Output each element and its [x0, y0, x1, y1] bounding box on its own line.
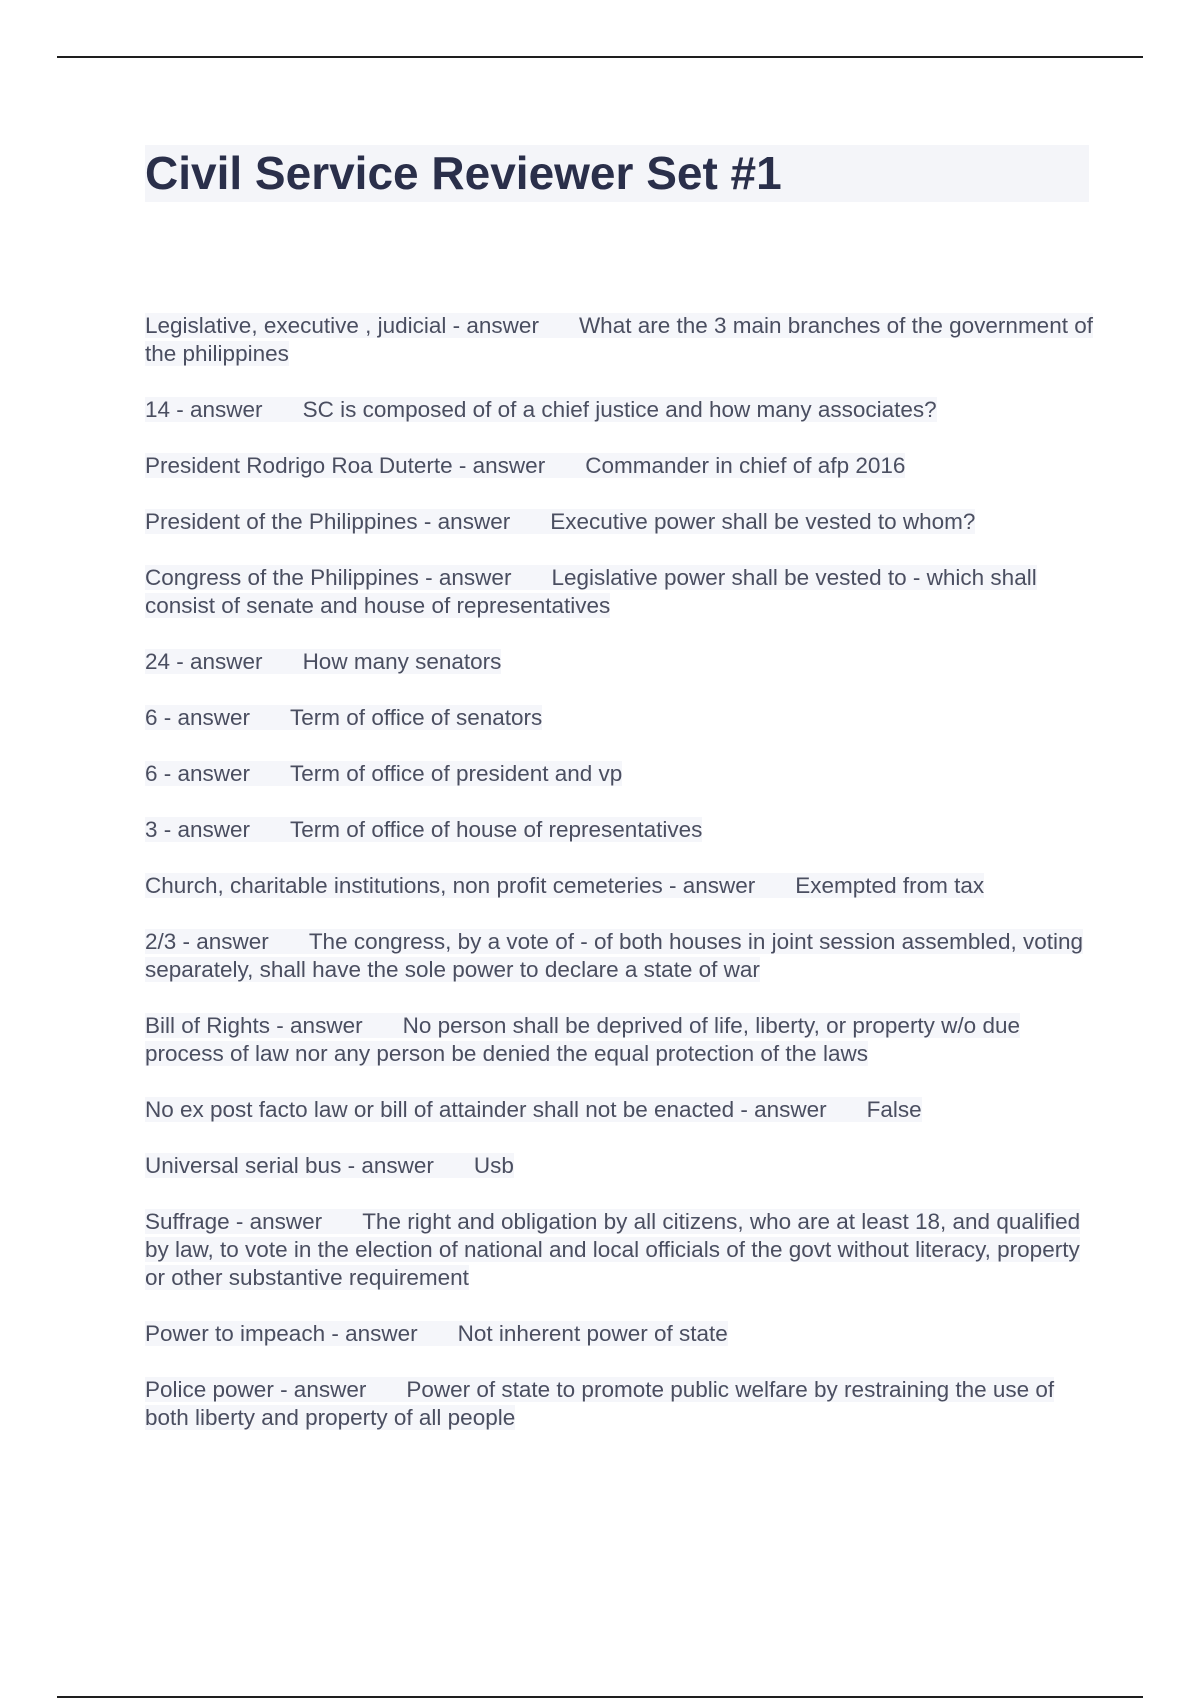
list-item	[145, 928, 1095, 984]
question-text: Term of office of senators	[290, 705, 543, 730]
question-text: Power of state to promote public welfare by restraining the use of both liberty and property of all people	[145, 1377, 1055, 1430]
question-text: Legislative power shall be vested to - which shall consist of senate and house of representatives	[145, 565, 1037, 618]
question-text: Term of office of president and vp	[290, 761, 623, 786]
answer-text: 2/3 - answer	[145, 929, 269, 954]
answer-text: Universal serial bus - answer	[145, 1153, 434, 1178]
answer-text: Legislative, executive , judicial - answer	[145, 313, 539, 338]
answer-text: 6 - answer	[145, 761, 251, 786]
list-item	[145, 396, 1095, 424]
question-text: Commander in chief of afp 2016	[585, 453, 906, 478]
question-text: No person shall be deprived of life, liberty, or property w/o due process of law nor any person be denied the equal protection of the laws	[145, 1013, 1020, 1066]
answer-text: 6 - answer	[145, 705, 251, 730]
list-item	[145, 312, 1095, 368]
top-rule	[57, 56, 1143, 58]
question-text: False	[866, 1097, 922, 1122]
answer-text: Bill of Rights - answer	[145, 1013, 363, 1038]
list-item	[145, 872, 1095, 900]
answer-text: Congress of the Philippines - answer	[145, 565, 512, 590]
question-text: The right and obligation by all citizens, who are at least 18, and qualified by law, to vote in the election of national and local officials of the govt without literacy, property or other substantive requirement	[145, 1209, 1081, 1290]
question-text: What are the 3 main branches of the government of the philippines	[145, 313, 1093, 366]
list-item	[145, 1320, 1095, 1348]
list-item	[145, 1012, 1095, 1068]
answer-text: President Rodrigo Roa Duterte - answer	[145, 453, 546, 478]
page-title: Civil Service Reviewer Set #1	[145, 147, 782, 199]
question-text: Term of office of house of representatives	[290, 817, 703, 842]
question-text: SC is composed of of a chief justice and how many associates?	[302, 397, 937, 422]
list-item	[145, 508, 1095, 536]
list-item	[145, 1208, 1095, 1292]
answer-text: 24 - answer	[145, 649, 263, 674]
question-text: Executive power shall be vested to whom?	[550, 509, 976, 534]
question-text: Not inherent power of state	[457, 1321, 728, 1346]
answer-text: Power to impeach - answer	[145, 1321, 418, 1346]
list-item	[145, 1096, 1095, 1124]
answer-text: 14 - answer	[145, 397, 263, 422]
answer-text: 3 - answer	[145, 817, 251, 842]
question-text: Usb	[473, 1153, 514, 1178]
answer-text: President of the Philippines - answer	[145, 509, 511, 534]
question-text: Exempted from tax	[795, 873, 985, 898]
list-item	[145, 760, 1095, 788]
list-item	[145, 648, 1095, 676]
answer-text: No ex post facto law or bill of attainder shall not be enacted - answer	[145, 1097, 827, 1122]
answer-text: Suffrage - answer	[145, 1209, 323, 1234]
title-banner	[145, 145, 1089, 202]
question-text: How many senators	[302, 649, 502, 674]
bottom-rule	[57, 1696, 1143, 1698]
list-item	[145, 1152, 1095, 1180]
list-item	[145, 564, 1095, 620]
answer-text: Church, charitable institutions, non profit cemeteries - answer	[145, 873, 756, 898]
list-item	[145, 816, 1095, 844]
list-item	[145, 452, 1095, 480]
answer-text: Police power - answer	[145, 1377, 367, 1402]
qa-list	[145, 312, 1095, 1460]
list-item	[145, 1376, 1095, 1432]
list-item	[145, 704, 1095, 732]
question-text: The congress, by a vote of - of both houses in joint session assembled, voting separately, shall have the sole power to declare a state of war	[145, 929, 1083, 982]
